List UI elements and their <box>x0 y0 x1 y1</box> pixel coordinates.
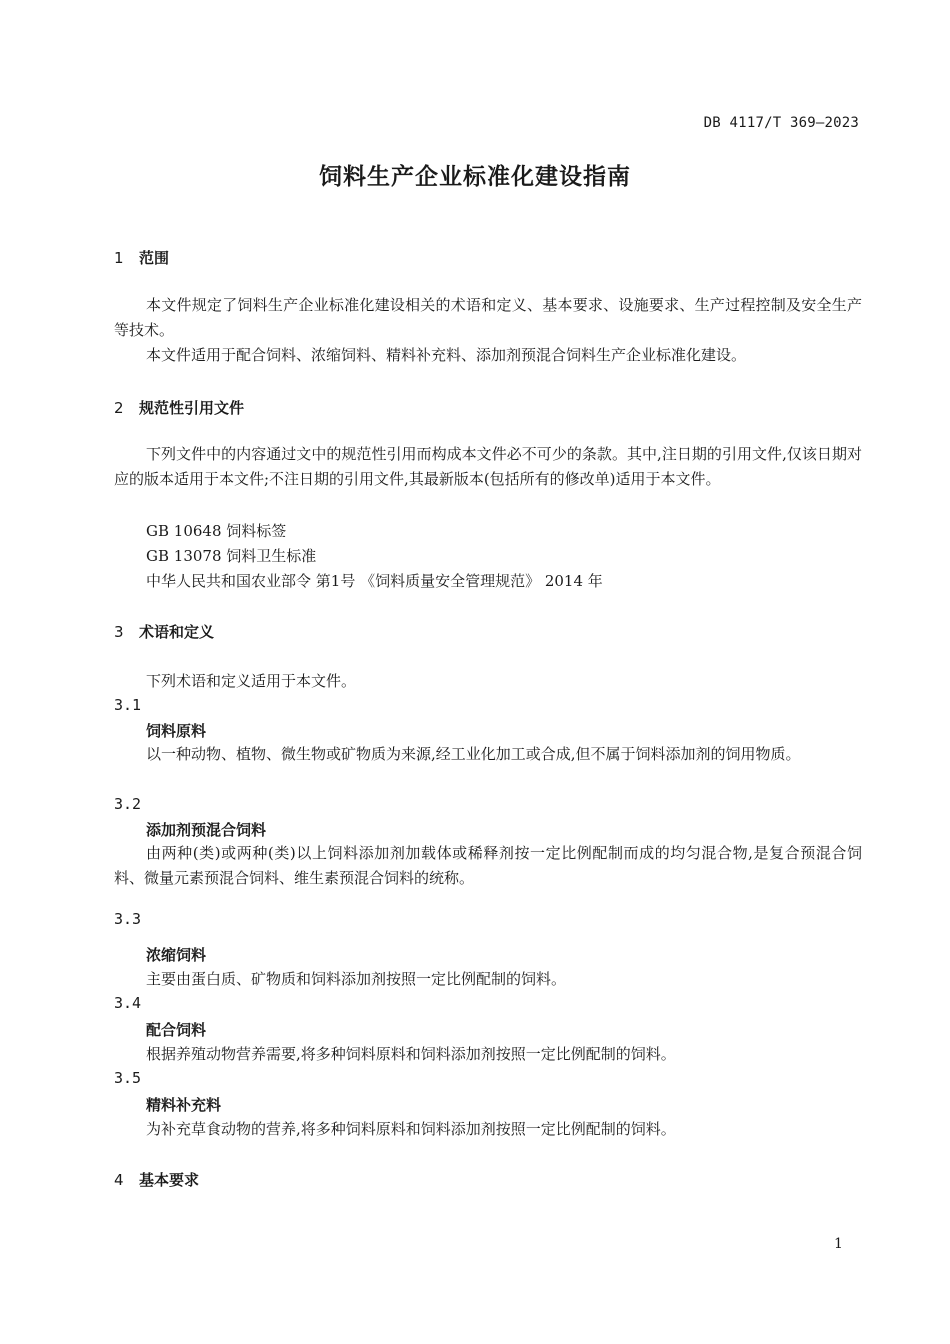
term-definition: 为补充草食动物的营养,将多种饲料原料和饲料添加剂按照一定比例配制的饲料。 <box>146 1120 676 1138</box>
section-3-heading: 3 术语和定义 <box>114 623 215 641</box>
section-2-paragraph: 下列文件中的内容通过文中的规范性引用而构成本文件必不可少的条款。其中,注日期的引用文件,仅该日期对应的版本适用于本文件;不注日期的引用文件,其最新版本(包括所有的修改单)适用于本文件。 <box>114 445 862 488</box>
section-3-intro: 下列术语和定义适用于本文件。 <box>146 672 357 690</box>
term-number: 3.5 <box>114 1069 142 1087</box>
term-number: 3.1 <box>114 696 142 714</box>
section-2-heading: 2 规范性引用文件 <box>114 399 245 417</box>
term-name: 浓缩饲料 <box>146 946 207 964</box>
term-number: 3.2 <box>114 795 142 813</box>
document-title: 饲料生产企业标准化建设指南 <box>319 164 631 190</box>
standard-number: DB 4117/T 369—2023 <box>703 115 859 131</box>
section-4-heading: 4 基本要求 <box>114 1171 200 1189</box>
section-1-paragraph-2: 本文件适用于配合饲料、浓缩饲料、精料补充料、添加剂预混合饲料生产企业标准化建设。 <box>146 346 747 364</box>
term-definition: 主要由蛋白质、矿物质和饲料添加剂按照一定比例配制的饲料。 <box>146 970 567 988</box>
reference-item: GB 13078 饲料卫生标准 <box>146 547 317 565</box>
term-number: 3.4 <box>114 994 142 1012</box>
term-name: 精料补充料 <box>146 1096 222 1114</box>
term-definition: 以一种动物、植物、微生物或矿物质为来源,经工业化加工或合成,但不属于饲料添加剂的饲用物质。 <box>146 745 801 763</box>
term-name: 配合饲料 <box>146 1021 207 1039</box>
term-definition: 由两种(类)或两种(类)以上饲料添加剂加载体或稀释剂按一定比例配制而成的均匀混合物,是复合预混合饲料、微量元素预混合饲料、维生素预混合饲料的统称。 <box>114 844 862 887</box>
term-number: 3.3 <box>114 910 142 928</box>
section-1-heading: 1 范围 <box>114 249 170 267</box>
term-name: 饲料原料 <box>146 722 207 740</box>
term-definition: 根据养殖动物营养需要,将多种饲料原料和饲料添加剂按照一定比例配制的饲料。 <box>146 1045 676 1063</box>
reference-item: GB 10648 饲料标签 <box>146 522 287 540</box>
term-name: 添加剂预混合饲料 <box>146 821 267 839</box>
page-number: 1 <box>834 1236 843 1252</box>
reference-item: 中华人民共和国农业部令 第1号 《饲料质量安全管理规范》 2014 年 <box>146 572 603 590</box>
section-1-paragraph-1: 本文件规定了饲料生产企业标准化建设相关的术语和定义、基本要求、设施要求、生产过程控制及安全生产等技术。 <box>114 296 862 339</box>
